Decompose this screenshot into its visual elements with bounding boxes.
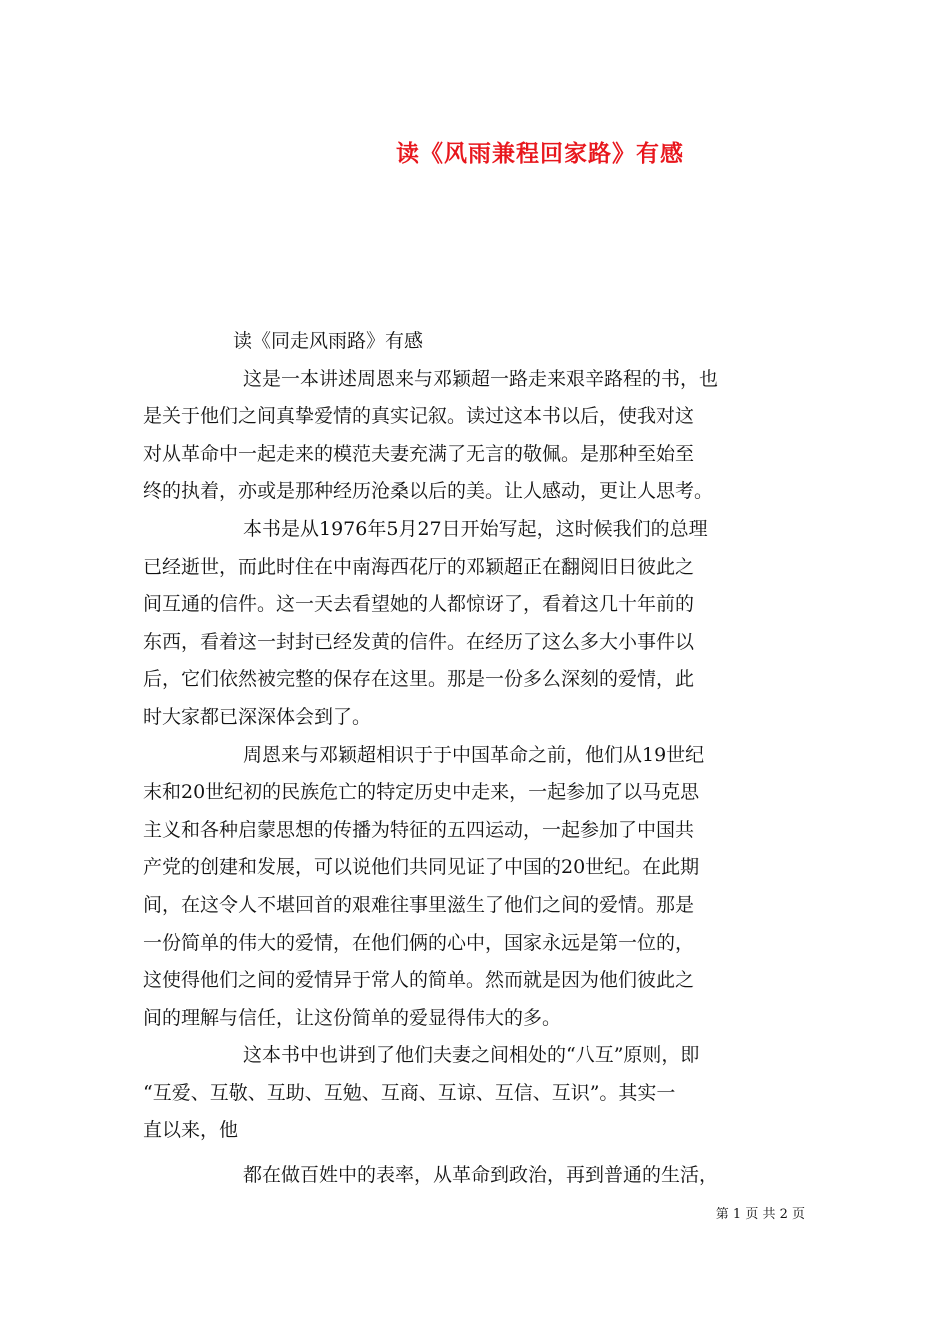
paragraph-line: 对从革命中一起走来的模范夫妻充满了无言的敬佩。是那种至始至 [143, 442, 695, 465]
document-title: 读《风雨兼程回家路》有感 [396, 140, 684, 167]
paragraph-line: 时大家都已深深体会到了。 [143, 705, 372, 728]
paragraph-line: 都在做百姓中的表率，从革命到政治，再到普通的生活， [243, 1164, 719, 1187]
paragraph-line: 末和20世纪初的民族危亡的特定历史中走来，一起参加了以马克思 [143, 781, 700, 804]
paragraph-line: 这使得他们之间的爱情异于常人的简单。然而就是因为他们彼此之 [143, 969, 695, 992]
document-subtitle: 读《同走风雨路》有感 [233, 330, 424, 352]
paragraph-line: 本书是从1976年5月27日开始写起，这时候我们的总理 [243, 517, 708, 540]
paragraph-line: 间，在这令人不堪回首的艰难往事里滋生了他们之间的爱情。那是 [143, 893, 695, 916]
paragraph-line: 直以来，他 [143, 1119, 239, 1142]
paragraph-line: 是关于他们之间真挚爱情的真实记叙。读过这本书以后，使我对这 [143, 405, 695, 428]
paragraph-line: 这是一本讲述周恩来与邓颖超一路走来艰辛路程的书，也 [243, 367, 719, 390]
paragraph-line: 产党的创建和发展，可以说他们共同见证了中国的20世纪。在此期 [143, 856, 700, 879]
document-body [143, 323, 815, 1195]
paragraph-line: 间的理解与信任，让这份简单的爱显得伟大的多。 [143, 1006, 562, 1029]
paragraph-line: 一份简单的伟大的爱情，在他们俩的心中，国家永远是第一位的， [143, 931, 695, 954]
paragraph-line: 主义和各种启蒙思想的传播为特征的五四运动，一起参加了中国共 [143, 818, 695, 841]
paragraph-line: “互爱、互敬、互助、互勉、互商、互谅、互信、互识”。其实一 [143, 1081, 676, 1104]
page-number: 第 1 页 共 2 页 [715, 1207, 805, 1222]
paragraph-line: 间互通的信件。这一天去看望她的人都惊讶了，看着这几十年前的 [143, 593, 695, 616]
paragraph-line: 终的执着，亦或是那种经历沧桑以后的美。让人感动，更让人思考。 [143, 480, 714, 503]
paragraph-line: 周恩来与邓颖超相识于于中国革命之前，他们从19世纪 [243, 743, 705, 766]
paragraph-line: 这本书中也讲到了他们夫妻之间相处的“八互”原则，即 [243, 1044, 700, 1067]
paragraph-line: 已经逝世，而此时住在中南海西花厅的邓颖超正在翻阅旧日彼此之 [143, 555, 695, 578]
paragraph-line: 东西，看着这一封封已经发黄的信件。在经历了这么多大小事件以 [143, 630, 695, 653]
paragraph-line: 后，它们依然被完整的保存在这里。那是一份多么深刻的爱情，此 [143, 668, 695, 691]
